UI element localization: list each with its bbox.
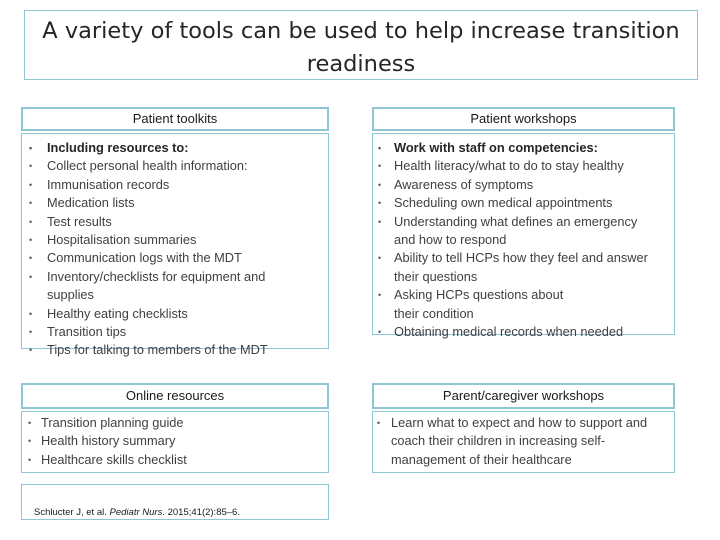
list-item: • Inventory/checklists for equipment and supplies [25, 268, 267, 305]
parent-workshops-list [375, 414, 670, 469]
list-item: • Hospitalisation summaries [25, 231, 326, 249]
list-item: • Health literacy/what to do to stay healthy [376, 157, 672, 175]
list-item: • Healthy eating checklists [25, 305, 326, 323]
list-item: • Transition tips [25, 323, 326, 341]
list-item: • Awareness of symptoms [376, 176, 672, 194]
citation-journal: Pediatr Nurs [109, 507, 163, 518]
patient-workshops-panel [372, 133, 675, 340]
list-item: • Ability to tell HCPs how they feel and answer their questions [376, 249, 662, 286]
patient-toolkits-list [25, 139, 326, 360]
list-item: • Including resources to: [25, 139, 326, 157]
list-item: • Understanding what defines an emergency and how to respond [376, 213, 644, 250]
list-item: • Immunisation records [25, 176, 326, 194]
citation-details: . 2015;41(2):85–6. [162, 507, 240, 518]
parent-workshops-panel [372, 411, 675, 473]
patient-workshops-list [376, 139, 672, 341]
citation-authors: Schlucter J, et al. [34, 507, 107, 518]
citation-box [21, 484, 329, 520]
list-item: • Tips for talking to members of the MDT [25, 341, 326, 359]
list-item: • Asking HCPs questions about their condition [376, 286, 579, 323]
list-item: • Learn what to expect and how to support and coach their children in increasing self-management of their healthcare [375, 414, 670, 469]
list-item: • Test results [25, 213, 326, 231]
patient-toolkits-header: Patient toolkits [21, 107, 329, 131]
online-resources-panel [21, 411, 329, 473]
patient-toolkits-panel [21, 133, 329, 358]
list-item: • Transition planning guide [26, 414, 326, 432]
slide-title: A variety of tools can be used to help increase transition readiness [24, 10, 698, 80]
list-item: • Obtaining medical records when needed [376, 323, 672, 341]
list-item: • Health history summary [26, 432, 326, 450]
parent-workshops-header: Parent/caregiver workshops [372, 383, 675, 409]
list-item: • Scheduling own medical appointments [376, 194, 672, 212]
list-item: • Collect personal health information: [25, 157, 326, 175]
online-resources-header: Online resources [21, 383, 329, 409]
patient-workshops-header: Patient workshops [372, 107, 675, 131]
list-item: • Work with staff on competencies: [376, 139, 672, 157]
list-item: • Medication lists [25, 194, 326, 212]
online-resources-list [26, 414, 326, 469]
citation [34, 507, 240, 518]
list-item: • Healthcare skills checklist [26, 451, 326, 469]
list-item: • Communication logs with the MDT [25, 249, 326, 267]
